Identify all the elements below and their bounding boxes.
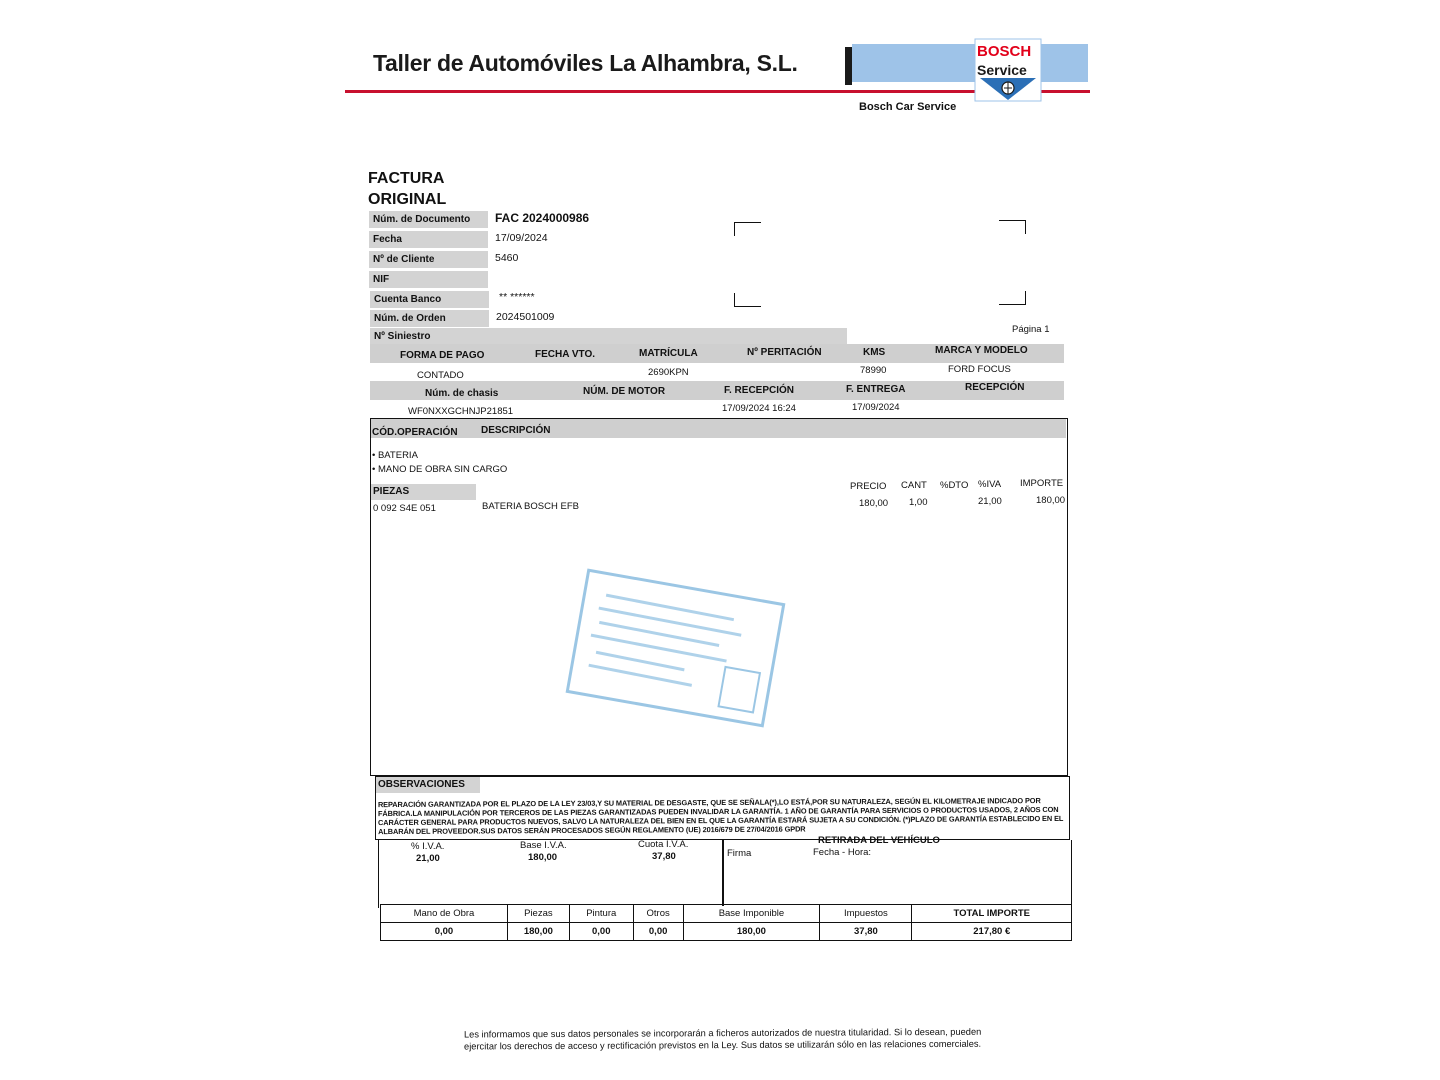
info-label-siniestro: Nº Siniestro: [370, 328, 847, 345]
header-blue-bar: [852, 44, 1088, 82]
logo-bosch-text: BOSCH: [977, 43, 1032, 60]
vehicle-header-row-1: [370, 344, 1064, 363]
hdr-fecha-vto: FECHA VTO.: [535, 349, 596, 360]
footer-line-2: ejercitar los derechos de acceso y rectificación previstos en la Ley. Sus datos se utilizarán sólo en las relaciones comerciales.: [464, 1038, 982, 1052]
tot-hdr-pintura: Pintura: [569, 905, 633, 923]
tax-hdr-base: Base I.V.A.: [520, 840, 567, 851]
tot-hdr-base: Base Imponible: [683, 905, 820, 923]
vehicle-header-row-2: [370, 381, 1064, 400]
hdr-recepcion: RECEPCIÓN: [965, 382, 1025, 393]
tot-hdr-otros: Otros: [633, 905, 683, 923]
retirada-firma: Firma: [727, 848, 752, 859]
tax-val-base: 180,00: [528, 852, 558, 863]
document-title: [368, 168, 446, 210]
hdr-marca-modelo: MARCA Y MODELO: [935, 345, 1028, 356]
tot-hdr-impuestos: Impuestos: [820, 905, 912, 923]
tot-val-otros: 0,00: [633, 923, 683, 941]
info-label-orden: Núm. de Orden: [370, 310, 489, 327]
logo-service-text: Service: [977, 62, 1027, 78]
val-kms: 78990: [860, 365, 887, 376]
val-f-recepcion: 17/09/2024 16:24: [722, 403, 796, 414]
part-iva: 21,00: [978, 496, 1002, 507]
observaciones-label: OBSERVACIONES: [376, 777, 480, 793]
retirada-fecha-hora: Fecha - Hora:: [813, 847, 872, 858]
info-value-fecha: 17/09/2024: [495, 232, 548, 244]
parts-label: PIEZAS: [371, 484, 476, 500]
val-matricula: 2690KPN: [648, 367, 689, 378]
observaciones-text: REPARACIÓN GARANTIZADA POR EL PLAZO DE LA LEY 23/03,Y SU MATERIAL DE DESGASTE, QUE SE SEÑALA(*),LO ESTÁ,POR SU NATURALEZA, SEGÚN EL KILOMETRAJE INDICADO POR FÁBRICA.LA MANIPULACIÓN POR TERCEROS DE LAS PIEZAS GARANTIZADAS PUEDEN INVALIDAR LA GARANTÍA. 1 AÑO DE GARANTÍA PARA SERVICIOS O PRODUCTOS USADOS, 2 AÑOS CON CARÁCTER GENERAL PARA PRODUCTOS NUEVOS, SALVO LA NATURALEZA DEL BIEN EN EL QUE LA GARANTÍA ESTARÁ SUJETA A SU CONDICIÓN. (*)PLAZO DE GARANTÍA ESTABLECIDO EN EL ALBARÁN DEL PROVEEDOR.SUS DATOS SERÁN PROCESADOS SEGÚN REGLAMENTO (UE) 2016/679 DE 27/04/2016 GPDR: [377, 796, 1064, 837]
val-f-entrega: 17/09/2024: [852, 402, 900, 413]
part-hdr-importe: IMPORTE: [1020, 478, 1064, 489]
totals-header-row: [381, 905, 1072, 923]
address-bracket-tr: [999, 220, 1026, 234]
val-marca-modelo: FORD FOCUS: [948, 364, 1011, 375]
info-label-fecha: Fecha: [369, 231, 488, 248]
hdr-forma-pago: FORMA DE PAGO: [400, 350, 485, 361]
address-bracket-br: [999, 291, 1026, 305]
tot-hdr-mano-obra: Mano de Obra: [381, 905, 508, 923]
part-precio: 180,00: [859, 498, 889, 509]
tax-hdr-iva: % I.V.A.: [411, 841, 445, 852]
totals-value-row: [381, 923, 1072, 941]
tot-val-pintura: 0,00: [569, 923, 633, 941]
tax-divider: [722, 840, 724, 906]
tot-val-piezas: 180,00: [507, 923, 569, 941]
info-value-documento: FAC 2024000986: [495, 211, 590, 225]
footer-line-1: Les informamos que sus datos personales se incorporarán a ficheros autorizados de nuestra titularidad. Si lo desean, pueden: [463, 1026, 982, 1040]
part-desc: BATERIA BOSCH EFB: [482, 501, 579, 512]
hdr-peritacion: Nº PERITACIÓN: [747, 347, 822, 358]
part-hdr-dto: %DTO: [940, 480, 969, 491]
totals-table: [380, 904, 1072, 941]
tot-hdr-total: TOTAL IMPORTE: [912, 905, 1072, 923]
operation-item: • MANO DE OBRA SIN CARGO: [372, 464, 508, 475]
header-dark-bar: [845, 47, 852, 85]
info-label-cliente: Nº de Cliente: [369, 251, 488, 268]
hdr-f-entrega: F. ENTREGA: [846, 384, 906, 395]
company-name: Taller de Automóviles La Alhambra, S.L.: [373, 50, 798, 76]
tax-retirada-box: [378, 840, 1072, 908]
part-cant: 1,00: [909, 497, 928, 508]
title-original: ORIGINAL: [368, 191, 447, 208]
info-value-orden: 2024501009: [496, 311, 555, 323]
address-bracket-tl: [734, 222, 761, 236]
hdr-matricula: MATRÍCULA: [639, 348, 698, 359]
info-label-cuenta: Cuenta Banco: [370, 291, 489, 308]
info-value-cliente: 5460: [495, 252, 519, 264]
hdr-f-recepcion: F. RECEPCIÓN: [724, 385, 795, 396]
tax-val-iva: 21,00: [416, 853, 440, 864]
part-hdr-iva: %IVA: [978, 479, 1002, 490]
retirada-title: RETIRADA DEL VEHÍCULO: [818, 835, 940, 846]
tot-val-base: 180,00: [683, 923, 820, 941]
hdr-motor: NÚM. DE MOTOR: [583, 386, 666, 397]
tot-val-total: 217,80 €: [912, 923, 1072, 941]
bosch-car-service-label: Bosch Car Service: [859, 101, 957, 113]
info-value-cuenta: ** ******: [499, 291, 535, 303]
operation-item: • BATERIA: [372, 450, 418, 461]
val-forma-pago: CONTADO: [417, 370, 464, 381]
tot-val-mano-obra: 0,00: [381, 923, 508, 941]
part-code: 0 092 S4E 051: [373, 503, 436, 514]
lines-header: [371, 419, 1066, 438]
page-number: Página 1: [1012, 324, 1050, 335]
bosch-service-logo: [974, 38, 1042, 102]
privacy-footer: [464, 1026, 1024, 1053]
address-bracket-bl: [734, 293, 761, 307]
tax-hdr-cuota: Cuota I.V.A.: [638, 839, 689, 850]
col-descripcion: DESCRIPCIÓN: [481, 425, 551, 436]
info-label-nif: NIF: [369, 271, 488, 288]
val-chasis: WF0NXXGCHNJP21851: [408, 406, 514, 417]
hdr-kms: KMS: [863, 347, 886, 358]
tax-val-cuota: 37,80: [652, 851, 676, 862]
part-hdr-precio: PRECIO: [850, 481, 887, 492]
info-label-documento: Núm. de Documento: [369, 211, 488, 228]
col-cod-operacion: CÓD.OPERACIÓN: [372, 427, 458, 438]
tot-val-impuestos: 37,80: [820, 923, 912, 941]
title-factura: FACTURA: [368, 170, 445, 187]
part-importe: 180,00: [1036, 495, 1066, 506]
operation-label: BATERIA: [377, 450, 418, 461]
hdr-chasis: Núm. de chasis: [425, 388, 499, 399]
part-hdr-cant: CANT: [901, 480, 927, 491]
operation-label: MANO DE OBRA SIN CARGO: [377, 464, 508, 475]
tot-hdr-piezas: Piezas: [507, 905, 569, 923]
